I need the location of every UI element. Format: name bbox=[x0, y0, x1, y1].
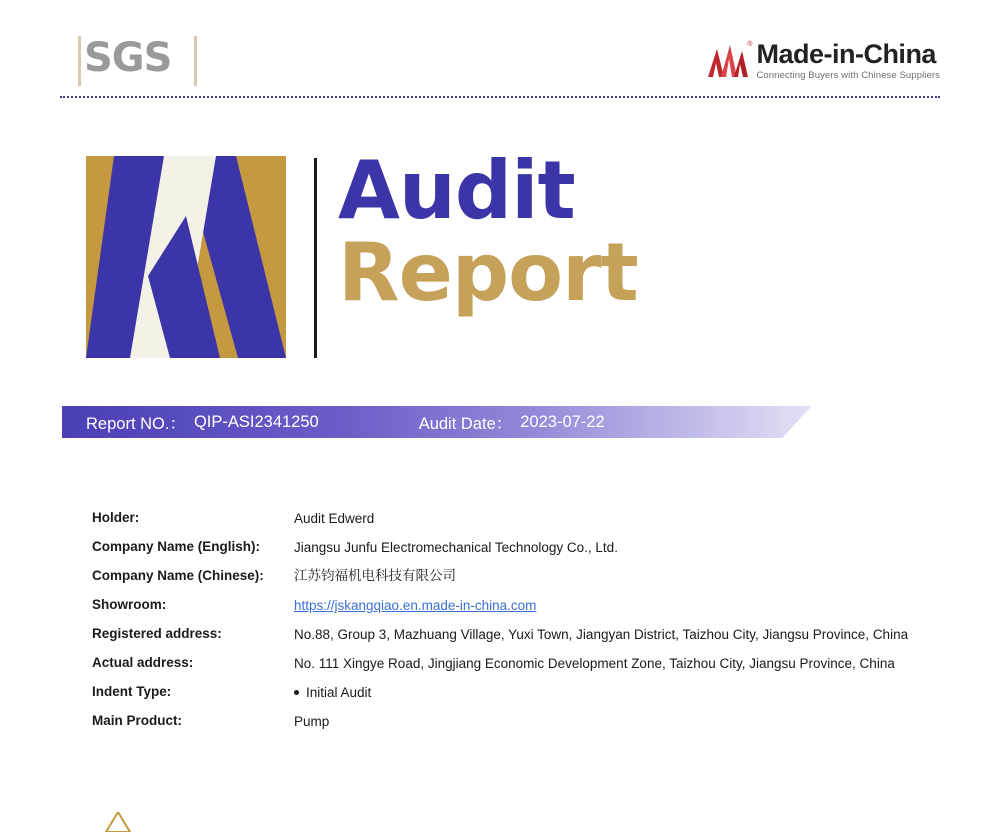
info-value-holder: Audit Edwerd bbox=[294, 511, 375, 526]
sgs-logo bbox=[78, 30, 198, 86]
sgs-logo-text: SGS bbox=[84, 35, 172, 81]
info-row bbox=[92, 682, 922, 703]
info-value-registered-address: No.88, Group 3, Mazhuang Village, Yuxi Town, Jiangyan District, Taizhou City, Jiangsu Province, China bbox=[294, 627, 909, 642]
report-title-block bbox=[86, 144, 786, 360]
report-number-label: Report NO.： bbox=[86, 415, 186, 433]
info-label-company-name-chinese: Company Name (Chinese): bbox=[92, 568, 264, 583]
info-row bbox=[92, 595, 922, 616]
info-value-main-product: Pump bbox=[294, 714, 330, 729]
made-in-china-logo bbox=[708, 34, 940, 86]
info-label-main-product: Main Product: bbox=[92, 713, 182, 728]
info-value-indent-type bbox=[294, 682, 922, 703]
indent-type-text: Initial Audit bbox=[306, 685, 372, 700]
document-header bbox=[60, 26, 940, 96]
info-label-indent-type: Indent Type: bbox=[92, 684, 172, 699]
made-in-china-title: Made-in-China bbox=[756, 38, 936, 69]
made-in-china-wordmark bbox=[756, 40, 940, 81]
report-number-value: QIP-ASI2341250 bbox=[193, 412, 319, 431]
info-row bbox=[92, 711, 922, 732]
audit-date-value: 2023-07-22 bbox=[520, 412, 605, 431]
report-banner bbox=[62, 406, 812, 438]
made-in-china-subtitle: Connecting Buyers with Chinese Suppliers bbox=[756, 69, 940, 81]
info-label-holder: Holder: bbox=[92, 510, 140, 525]
info-value-company-name-english: Jiangsu Junfu Electromechanical Technology Co., Ltd. bbox=[294, 540, 618, 555]
info-label-registered-address: Registered address: bbox=[92, 626, 222, 641]
info-row bbox=[92, 508, 922, 529]
sgs-logo-right-bar bbox=[194, 36, 197, 86]
info-row bbox=[92, 624, 922, 645]
report-title-text bbox=[338, 144, 638, 320]
info-label-actual-address: Actual address: bbox=[92, 655, 194, 670]
info-row bbox=[92, 653, 922, 674]
info-row bbox=[92, 537, 922, 558]
info-value-actual-address: No. 111 Xingye Road, Jingjiang Economic Development Zone, Taizhou City, Jiangsu Province, China bbox=[294, 656, 895, 671]
header-divider bbox=[60, 96, 940, 98]
showroom-link[interactable]: https://jskangqiao.en.made-in-china.com bbox=[294, 598, 537, 613]
title-vertical-divider bbox=[314, 158, 317, 358]
info-label-company-name-english: Company Name (English): bbox=[92, 539, 261, 554]
sgs-logo-left-bar bbox=[78, 36, 81, 86]
made-in-china-mark-icon bbox=[708, 41, 753, 77]
info-value-company-name-chinese: 江苏钧福机电科技有限公司 bbox=[294, 568, 456, 584]
audit-date-label: Audit Date： bbox=[418, 415, 513, 433]
registered-trademark-icon: ® bbox=[747, 41, 753, 48]
report-title-line-2: Report bbox=[338, 226, 638, 320]
report-banner-content bbox=[62, 406, 812, 438]
company-info-table bbox=[92, 508, 922, 740]
info-label-showroom: Showroom: bbox=[92, 597, 167, 612]
audit-emblem-icon bbox=[86, 156, 286, 358]
footer-emblem-icon bbox=[96, 812, 264, 832]
report-title-line-1: Audit bbox=[338, 144, 575, 237]
bullet-icon bbox=[294, 690, 299, 695]
info-row bbox=[92, 566, 922, 587]
